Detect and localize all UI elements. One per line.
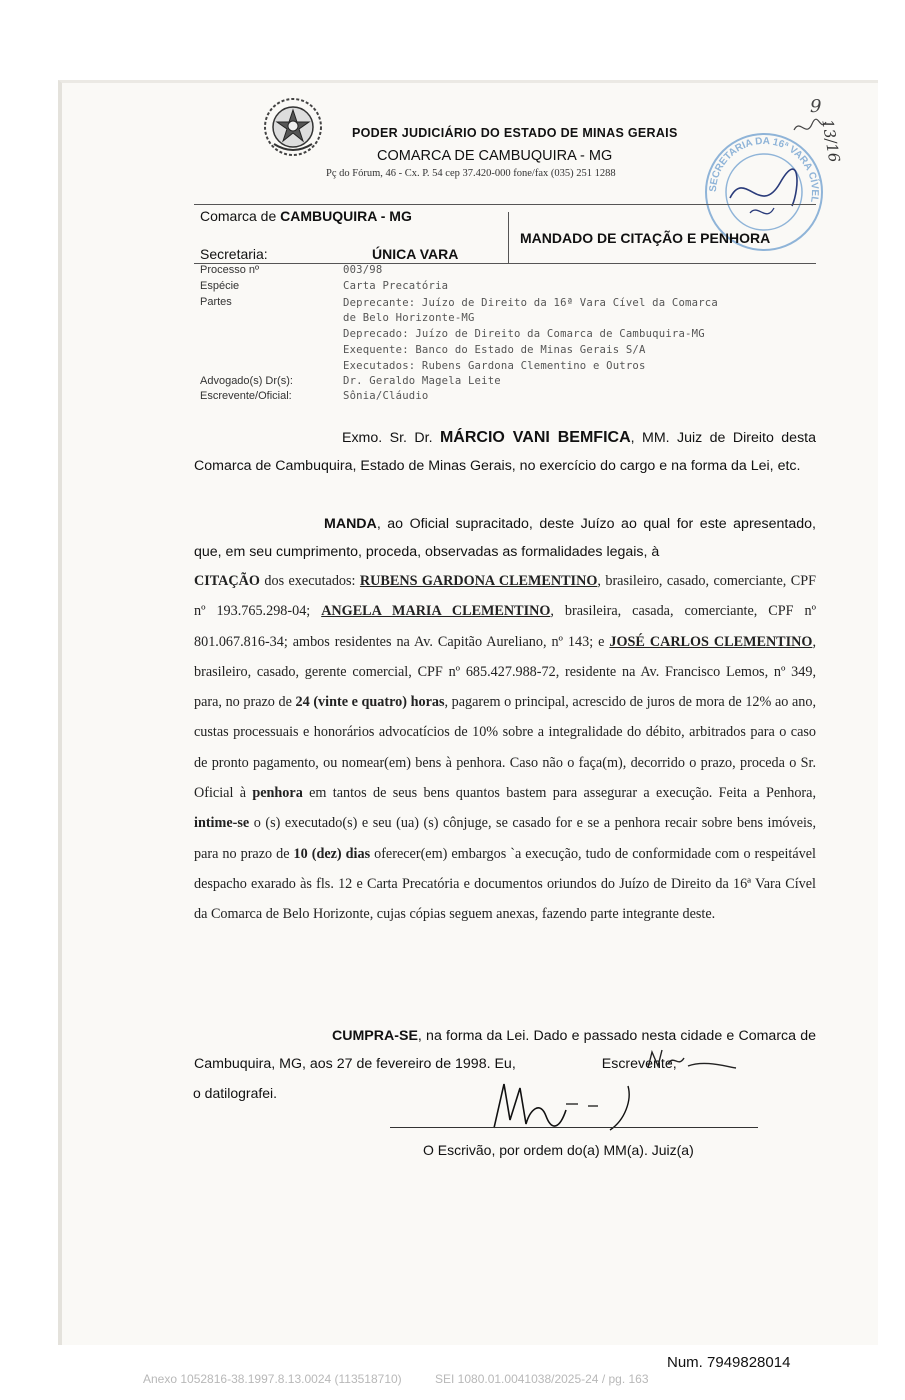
body-text-1: dos executados: (259, 573, 360, 589)
datilografei-text: o datilografei. (193, 1085, 278, 1101)
citacao-word: CITAÇÃO (194, 573, 260, 589)
field-value-partes-5: Executados: Rubens Gardona Clementino e Outros (343, 360, 646, 372)
field-value-advogado: Dr. Geraldo Magela Leite (343, 375, 501, 387)
intro-post: , MM. Juiz de Direito desta Comarca de Cambuquira, Estado de Minas Gerais, no exercício do cargo e na forma da Lei, etc. (194, 430, 816, 474)
executed-party-1: RUBENS GARDONA CLEMENTINO (359, 573, 598, 589)
attachment-reference: Anexo 1052816-38.1997.8.13.0024 (113518710) SEI 1080.01.0041038/2025-24 / pg. 163 (143, 1372, 649, 1386)
body-text-4: , brasileiro, casado, gerente comercial, CPF nº 685.427.988-72, residente na Av. Francisco Lemos, nº 349, para, no prazo de (194, 633, 816, 711)
field-value-escrevente: Sônia/Cláudio (343, 390, 429, 402)
field-value-partes-2: de Belo Horizonte-MG (343, 312, 475, 324)
field-label-advogado: Advogado(s) Dr(s): (200, 375, 293, 387)
body-text-8: oferecer(em) embargos `a execução, tudo de conformidade com o respeitável despacho exarado às fls. 12 e Carta Precatória e documentos oriundos do Juízo de Direito da 16ª Vara Cível da Comarca de Belo Horizonte, cujas cópias seguem anexas, fazendo parte integrante deste. (194, 845, 816, 923)
manda-word: MANDA (324, 516, 377, 532)
body-text-5: , pagarem o principal, acrescido de juros de mora de 12% ao ano, custas processuais e honorários advocatícios de 10% sobre a integralidade do débito, arbitrados para o caso de pronto pagamento, ou nomear(em) bens à penhora. Caso não o faça(m), decorrido o prazo, proceda o Sr. Oficial à (194, 694, 816, 802)
manda-paragraph (194, 510, 816, 566)
deadline-24h: 24 (vinte e quatro) horas (295, 694, 445, 711)
document-title: MANDADO DE CITAÇÃO E PENHORA (520, 230, 771, 246)
court-name: PODER JUDICIÁRIO DO ESTADO DE MINAS GERAIS (352, 126, 678, 140)
court-address: Pç do Fórum, 46 - Cx. P. 54 cep 37.420-000 fone/fax (035) 251 1288 (326, 168, 616, 179)
margin-number-right: 13/16 (818, 118, 844, 164)
field-value-partes-1: Deprecante: Juízo de Direito da 16ª Vara Cível da Comarca (343, 297, 718, 309)
field-label-processo: Processo nº (200, 264, 260, 276)
cumpra-word: CUMPRA-SE (332, 1028, 418, 1044)
body-text-7: o (s) executado(s) e seu (ua) (s) cônjuge, se casado for e se a penhora recair sobre bens imóveis, para no prazo de (194, 815, 816, 862)
judge-name: MÁRCIO VANI BEMFICA (439, 429, 631, 446)
body-text-6: em tantos de seus bens quantos bastem para assegurar a execução. Feita a Penhora, (302, 785, 817, 802)
intro-pre: Exmo. Sr. Dr. (342, 430, 433, 446)
coat-of-arms-icon (262, 96, 324, 158)
field-value-partes-4: Exequente: Banco do Estado de Minas Gerais S/A (343, 344, 646, 356)
svg-text:SECRETARIA DA 16ª VARA CÍVEL (708, 136, 821, 203)
penhora-word: penhora (252, 785, 303, 802)
executed-party-2: ANGELA MARIA CLEMENTINO (321, 603, 551, 620)
form-bottom-line (194, 263, 816, 264)
body-text-3: , brasileira, casada, comerciante, CPF nº 801.067.816-34; ambos residentes na Av. Capitão Aureliano, nº 143; e (194, 603, 816, 650)
signature-line (390, 1127, 758, 1128)
district-name: COMARCA DE CAMBUQUIRA - MG (377, 148, 613, 164)
comarca-label: Comarca de (200, 208, 277, 224)
form-divider (508, 212, 509, 264)
cumpra-text: , na forma da Lei. Dado e passado nesta cidade e Comarca de Cambuquira, MG, aos 27 de fevereiro de 1998. Eu, (194, 1028, 816, 1072)
body-text-2: , brasileiro, casado, comerciante, CPF nº 193.765.298-04; (194, 573, 816, 620)
signature-caption: O Escrivão, por ordem do(a) MM(a). Juiz(a) (423, 1142, 694, 1158)
field-value-especie: Carta Precatória (343, 280, 449, 292)
scribe-signature (644, 1046, 740, 1076)
body-paragraph (194, 566, 816, 930)
field-value-partes-3: Deprecado: Juízo de Direito da Comarca de Cambuquira-MG (343, 328, 705, 340)
manda-text: , ao Oficial supracitado, deste Juízo ao qual for este apresentado, que, em seu cumprimento, proceda, observadas as formalidades legais, à (194, 516, 816, 560)
clerk-signature (470, 1080, 650, 1140)
field-label-partes: Partes (200, 296, 232, 308)
comarca-value: CAMBUQUIRA - MG (280, 208, 412, 224)
document-number: Num. 7949828014 (667, 1354, 791, 1371)
intro-paragraph (194, 424, 816, 480)
executed-party-3: JOSÉ CARLOS CLEMENTINO (609, 633, 813, 650)
stamp-ring-text: SECRETARIA DA 16ª VARA CÍVEL (707, 135, 821, 204)
field-label-escrevente: Escrevente/Oficial: (200, 390, 292, 402)
form-top-line (194, 204, 816, 205)
secretaria-label: Secretaria: (200, 246, 268, 262)
escrevente-label: Escrevente, (601, 1056, 677, 1072)
secretaria-value: ÚNICA VARA (372, 246, 459, 262)
margin-number-top: 9 (810, 96, 822, 117)
field-label-especie: Espécie (200, 280, 240, 292)
deadline-10d: 10 (dez) dias (293, 845, 371, 862)
comarca-row (200, 208, 412, 224)
field-value-processo: 003/98 (343, 264, 383, 276)
intime-word: intime-se (194, 815, 250, 832)
